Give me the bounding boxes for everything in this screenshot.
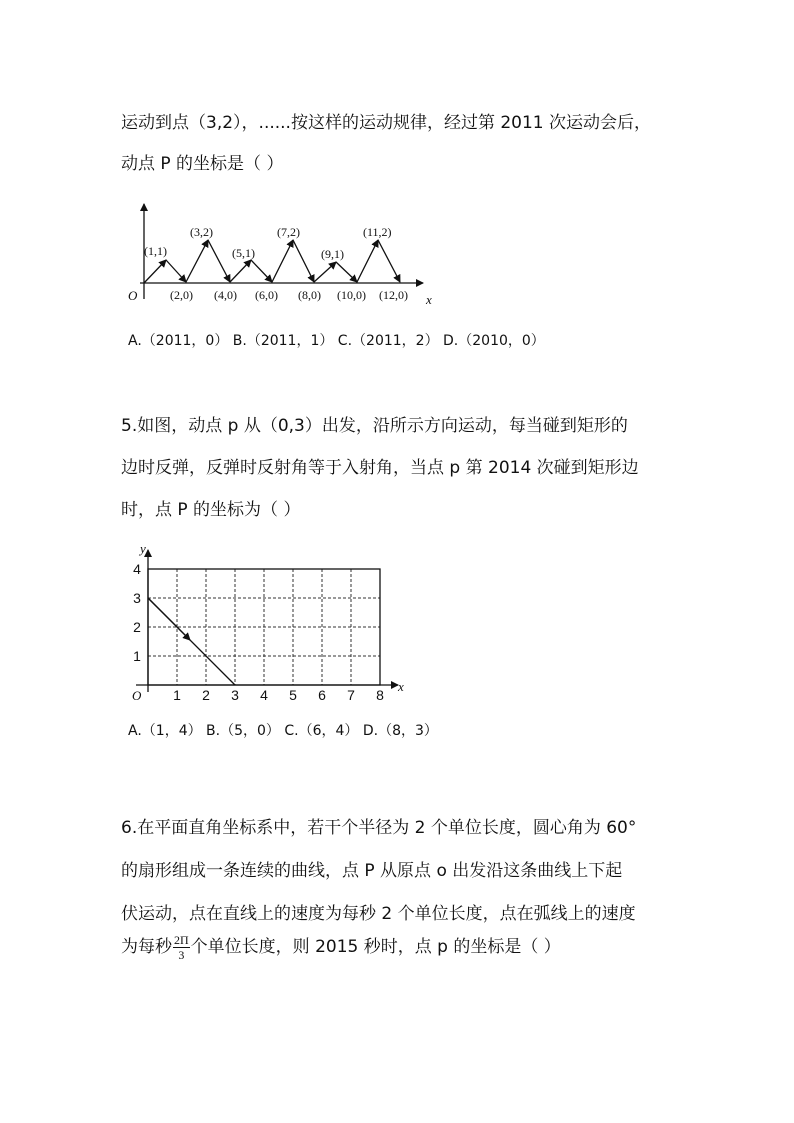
- q5-text-line-1: 5.如图，动点 p 从（0,3）出发，沿所示方向运动，每当碰到矩形的: [121, 416, 628, 436]
- q4-text-line-1: 运动到点（3,2），......按这样的运动规律，经过第 2011 次运动会后，: [121, 113, 652, 133]
- q6-line4-prefix: 为每秒: [121, 937, 172, 957]
- q4-zero-label: (8,0): [298, 288, 321, 302]
- q4-zero-label: (4,0): [214, 288, 237, 302]
- q4-seg-1: [144, 260, 166, 283]
- q4-peak-label: (3,2): [190, 225, 213, 239]
- q5-text-line-2: 边时反弹，反弹时反射角等于入射角，当点 p 第 2014 次碰到矩形边: [121, 458, 639, 478]
- q5-y-tick: 2: [133, 619, 141, 635]
- q4-seg-9: [314, 262, 336, 282]
- q4-seg-7: [272, 240, 293, 282]
- q5-y-axis-label: y: [140, 541, 146, 556]
- q6-line4-suffix: 个单位长度，则 2015 秒时，点 p 的坐标是（ ）: [190, 937, 561, 957]
- q4-seg-5: [230, 260, 251, 282]
- q5-origin-label: O: [132, 688, 142, 703]
- q4-seg-10: [336, 262, 357, 282]
- q4-seg-8: [293, 240, 314, 282]
- q6-text-line-1: 6.在平面直角坐标系中，若干个半径为 2 个单位长度，圆心角为 60°: [121, 818, 637, 838]
- q4-zero-label: (2,0): [170, 288, 193, 302]
- q4-zigzag-figure: [120, 196, 450, 312]
- q5-x-tick: 6: [318, 687, 326, 703]
- q4-peak-label: (9,1): [321, 247, 344, 261]
- q5-path-line: [148, 598, 235, 685]
- q5-x-tick: 8: [376, 687, 384, 703]
- q4-peak-label: (5,1): [232, 246, 255, 260]
- q4-seg-4: [208, 240, 230, 282]
- q5-text-line-3: 时，点 P 的坐标为（ ）: [121, 500, 301, 520]
- q4-zero-label: (12,0): [379, 288, 408, 302]
- q4-options: A.（2011，0） B.（2011，1） C.（2011，2） D.（2010，0）: [128, 333, 545, 349]
- q6-fraction: [173, 933, 190, 962]
- q4-peak-label: (7,2): [277, 225, 300, 239]
- q4-peak-label: (11,2): [363, 225, 392, 239]
- q5-x-tick: 4: [260, 687, 268, 703]
- q6-fraction-denominator: 3: [178, 947, 185, 962]
- q6-text-line-4: [121, 932, 561, 962]
- q5-y-tick: 4: [133, 561, 141, 577]
- q4-seg-3: [186, 240, 208, 282]
- q4-seg-12: [378, 240, 400, 282]
- q5-x-axis-label: x: [398, 679, 404, 694]
- q5-x-tick: 1: [173, 687, 181, 703]
- q5-x-tick: 7: [347, 687, 355, 703]
- q4-seg-6: [251, 260, 272, 282]
- q5-options: A.（1，4） B.（5，0） C.（6，4） D.（8，3）: [128, 723, 438, 739]
- q4-peak-label: (1,1): [144, 244, 167, 258]
- q5-y-tick: 3: [133, 590, 141, 606]
- q5-y-tick: 1: [133, 648, 141, 664]
- q6-text-line-3: 伏运动，点在直线上的速度为每秒 2 个单位长度，点在弧线上的速度: [121, 904, 636, 924]
- q6-fraction-numerator: 2Π: [174, 932, 189, 947]
- q4-text-line-2: 动点 P 的坐标是（ ）: [121, 154, 284, 174]
- q4-origin-label: O: [128, 288, 138, 303]
- q5-x-tick: 2: [202, 687, 210, 703]
- q5-x-tick: 3: [231, 687, 239, 703]
- q4-seg-11: [357, 240, 378, 282]
- q5-rectangle-figure: [122, 540, 422, 708]
- q4-zero-label: (6,0): [255, 288, 278, 302]
- q5-x-tick: 5: [289, 687, 297, 703]
- q6-text-line-2: 的扇形组成一条连续的曲线，点 P 从原点 o 出发沿这条曲线上下起: [121, 861, 623, 881]
- q4-zero-label: (10,0): [337, 288, 366, 302]
- q4-seg-2: [166, 260, 186, 282]
- q4-x-axis-label: x: [426, 292, 432, 307]
